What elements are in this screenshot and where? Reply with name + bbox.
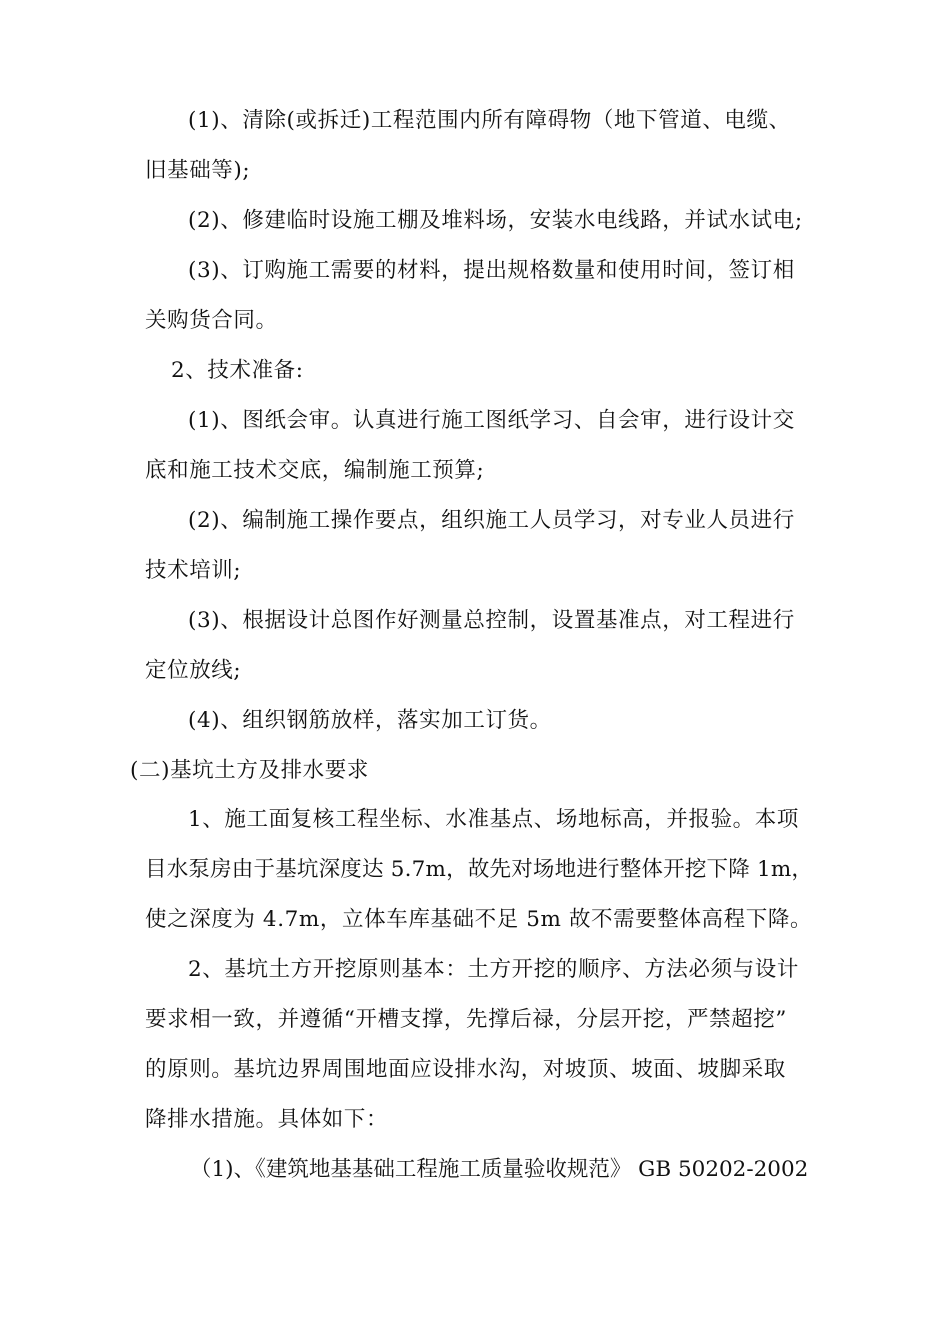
paragraph-line: (4)、组织钢筋放样，落实加工订货。 [188, 708, 552, 733]
paragraph-line: 底和施工技术交底，编制施工预算; [145, 458, 485, 483]
paragraph-line: 使之深度为 4.7m，立体车库基础不足 5m 故不需要整体高程下降。 [145, 907, 813, 932]
paragraph-line: (3)、根据设计总图作好测量总控制，设置基准点，对工程进行 [188, 608, 795, 633]
paragraph-line: 目水泵房由于基坑深度达 5.7m，故先对场地进行整体开挖下降 1m， [145, 857, 814, 882]
paragraph-line: (1)、清除(或拆迁)工程范围内所有障碍物（地下管道、电缆、 [188, 108, 791, 133]
paragraph-line: 关购货合同。 [145, 308, 278, 333]
section-heading: (二)基坑土方及排水要求 [130, 758, 369, 783]
paragraph-line: (2)、编制施工操作要点，组织施工人员学习，对专业人员进行 [188, 508, 795, 533]
paragraph-line: 要求相一致，并遵循“开槽支撑，先撑后禄，分层开挖，严禁超挖” [145, 1007, 787, 1032]
paragraph-line: (2)、修建临时设施工棚及堆料场，安装水电线路，并试水试电; [188, 208, 803, 233]
paragraph-line: 2、基坑土方开挖原则基本：土方开挖的顺序、方法必须与设计 [188, 957, 799, 982]
paragraph-line: 技术培训; [145, 558, 242, 583]
paragraph-line: (1)、图纸会审。认真进行施工图纸学习、自会审，进行设计交 [188, 408, 795, 433]
paragraph-line: 旧基础等); [145, 158, 251, 183]
paragraph-line: (3)、订购施工需要的材料，提出规格数量和使用时间，签订相 [188, 258, 795, 283]
paragraph-line: 降排水措施。具体如下： [145, 1107, 389, 1132]
paragraph-line: 的原则。基坑边界周围地面应设排水沟，对坡顶、坡面、坡脚采取 [145, 1057, 786, 1082]
paragraph-line: （1)、《建筑地基基础工程施工质量验收规范》 GB 50202-2002 [190, 1157, 809, 1182]
paragraph-line: 定位放线; [145, 658, 242, 683]
paragraph-line: 1、施工面复核工程坐标、水准基点、场地标高，并报验。本项 [188, 807, 799, 832]
section-heading: 2、技术准备: [171, 358, 304, 383]
